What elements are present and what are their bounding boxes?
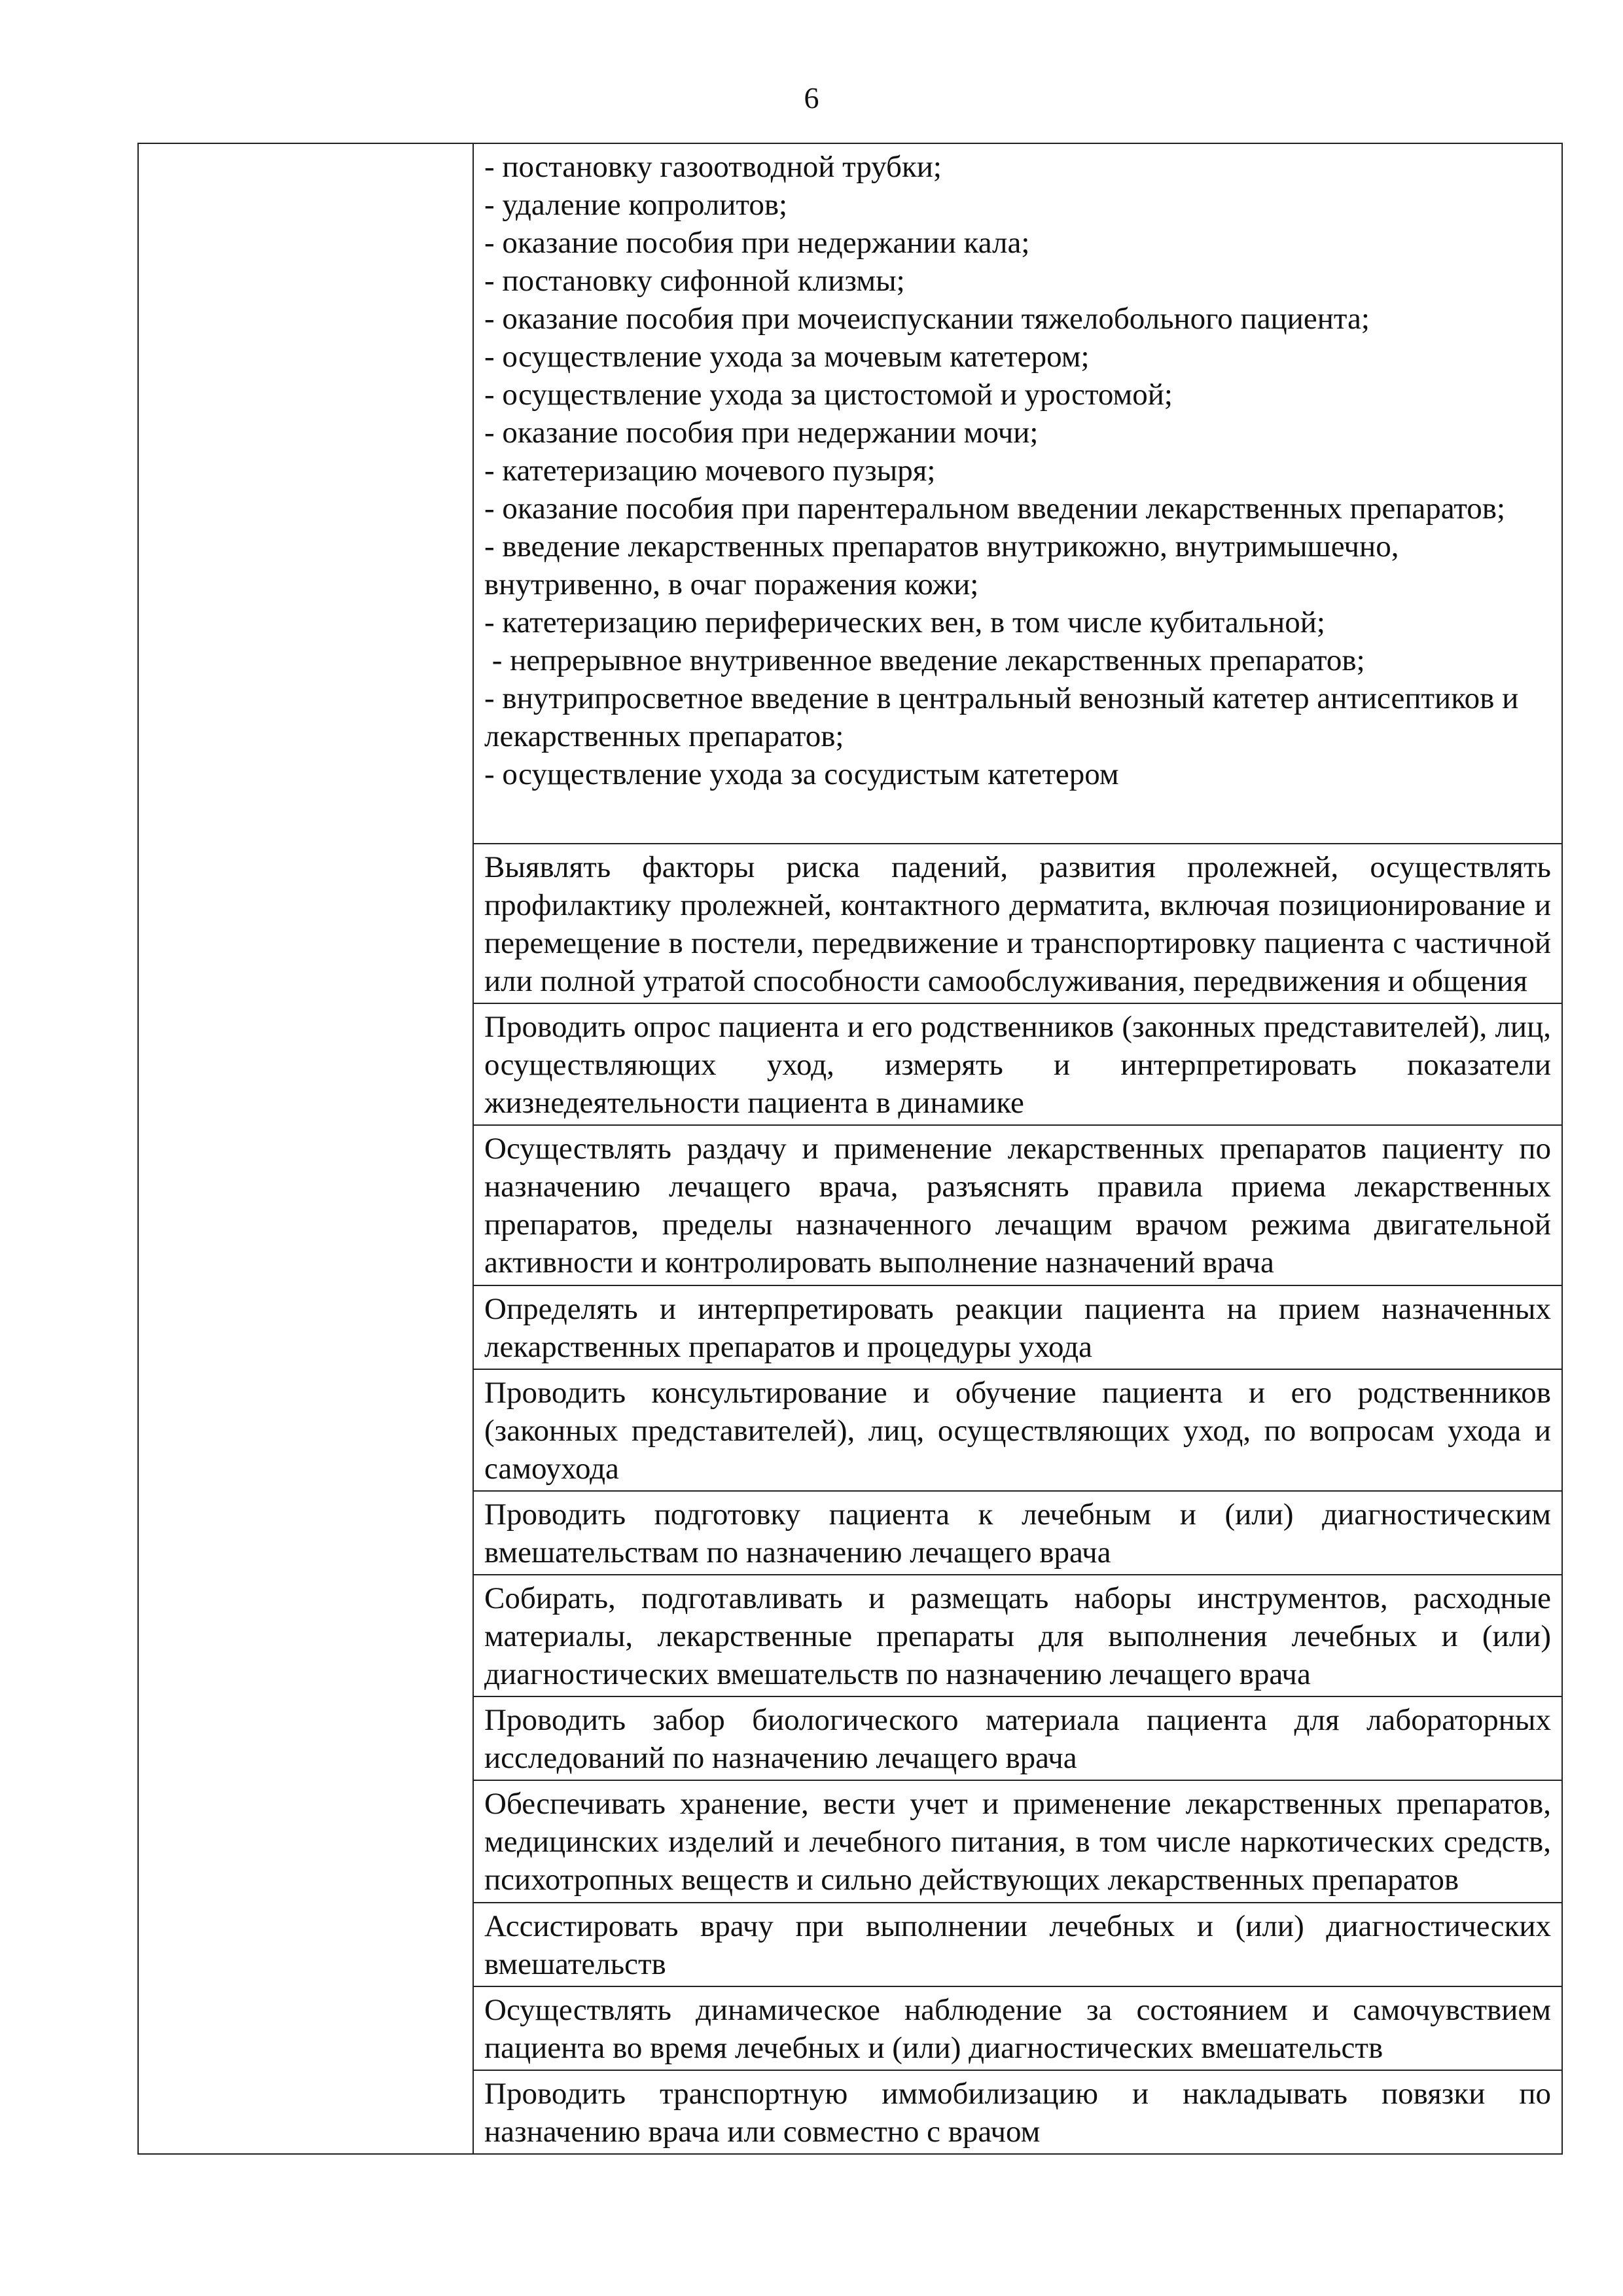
list-item: - введение лекарственных препаратов внутрикожно, внутримышечно, внутривенно, в очаг поражения кожи; — [484, 529, 1407, 601]
list-item: - оказание пособия при парентеральном введении лекарственных препаратов; — [484, 492, 1506, 526]
cell-text: Осуществлять раздачу и применение лекарственных препаратов пациенту по назначению лечащего врача, разъяснять правила приема лекарственных препаратов, пределы назначенного лечащим врачом режима двигательной активности и контролировать выполнение назначений врача — [484, 1132, 1551, 1280]
list-item: - непрерывное внутривенное введение лекарственных препаратов; — [484, 643, 1365, 677]
cell-text: Проводить забор биологического материала пациента для лабораторных исследований по назначению лечащего врача — [484, 1703, 1551, 1776]
table-cell — [473, 1491, 1562, 1575]
table-cell — [473, 1780, 1562, 1902]
table-cell — [473, 1285, 1562, 1369]
cell-text: Проводить опрос пациента и его родственников (законных представителей), лиц, осуществляющих уход, измерять и интерпретировать показатели жизнедеятельности пациента в динамике — [484, 1010, 1551, 1121]
table-cell — [473, 1369, 1562, 1491]
cell-text: Проводить транспортную иммобилизацию и накладывать повязки по назначению врача или совместно с врачом — [484, 2076, 1551, 2149]
cell-text: Определять и интерпретировать реакции пациента на прием назначенных лекарственных препаратов и процедуры ухода — [484, 1291, 1551, 1364]
table-cell — [473, 844, 1562, 1003]
list-item: - осуществление ухода за мочевым катетером; — [484, 340, 1090, 374]
table-row — [138, 143, 1562, 844]
list-item: - удаление копролитов; — [484, 188, 788, 222]
list-item: - внутрипросветное введение в центральный венозный катетер антисептиков и лекарственных препаратов; — [484, 681, 1526, 753]
list-item: - оказание пособия при мочеиспускании тяжелобольного пациента; — [484, 302, 1370, 336]
list-item: - оказание пособия при недержании кала; — [484, 226, 1030, 260]
list-item: - катетеризацию периферических вен, в том числе кубитальной; — [484, 605, 1325, 639]
list-item: - катетеризацию мочевого пузыря; — [484, 454, 936, 488]
cell-text: Проводить консультирование и обучение пациента и его родственников (законных представителей), лиц, осуществляющих уход, по вопросам ухода и самоухода — [484, 1375, 1551, 1486]
table-cell — [473, 1575, 1562, 1696]
page-number: 6 — [804, 81, 819, 115]
cell-text: Ассистировать врачу при выполнении лечебных и (или) диагностических вмешательств — [484, 1909, 1551, 1981]
list-item: - постановку сифонной клизмы; — [484, 264, 905, 298]
table-cell — [473, 1696, 1562, 1780]
list-item: - осуществление ухода за цистостомой и уростомой; — [484, 378, 1173, 412]
cell-text: Обеспечивать хранение, вести учет и применение лекарственных препаратов, медицинских изделий и лечебного питания, в том числе наркотических средств, психотропных веществ и сильно действующих лекарственных препаратов — [484, 1787, 1551, 1897]
table-cell — [473, 1003, 1562, 1125]
table-cell — [473, 1986, 1562, 2070]
procedures-list-cell — [473, 143, 1562, 844]
cell-text: Проводить подготовку пациента к лечебным и (или) диагностическим вмешательствам по назначению лечащего врача — [484, 1497, 1551, 1570]
table-cell — [473, 1125, 1562, 1285]
empty-left-column — [138, 143, 473, 2154]
table-cell — [473, 2070, 1562, 2154]
cell-text: Осуществлять динамическое наблюдение за состоянием и самочувствием пациента во время лечебных и (или) диагностических вмешательств — [484, 1992, 1551, 2065]
cell-text: Выявлять факторы риска падений, развития пролежней, осуществлять профилактику пролежней, контактного дерматита, включая позиционирование и перемещение в постели, передвижение и транспортировку пациента с частичной или полной утратой способности самообслуживания, передвижения и общения — [484, 850, 1551, 998]
cell-text: Собирать, подготавливать и размещать наборы инструментов, расходные материалы, лекарственные препараты для выполнения лечебных и (или) диагностических вмешательств по назначению лечащего врача — [484, 1581, 1551, 1692]
table-cell — [473, 1903, 1562, 1986]
list-item: - оказание пособия при недержании мочи; — [484, 416, 1039, 450]
list-item: - осуществление ухода за сосудистым катетером — [484, 757, 1119, 791]
competency-table — [137, 143, 1563, 2155]
list-item: - постановку газоотводной трубки; — [484, 150, 942, 184]
